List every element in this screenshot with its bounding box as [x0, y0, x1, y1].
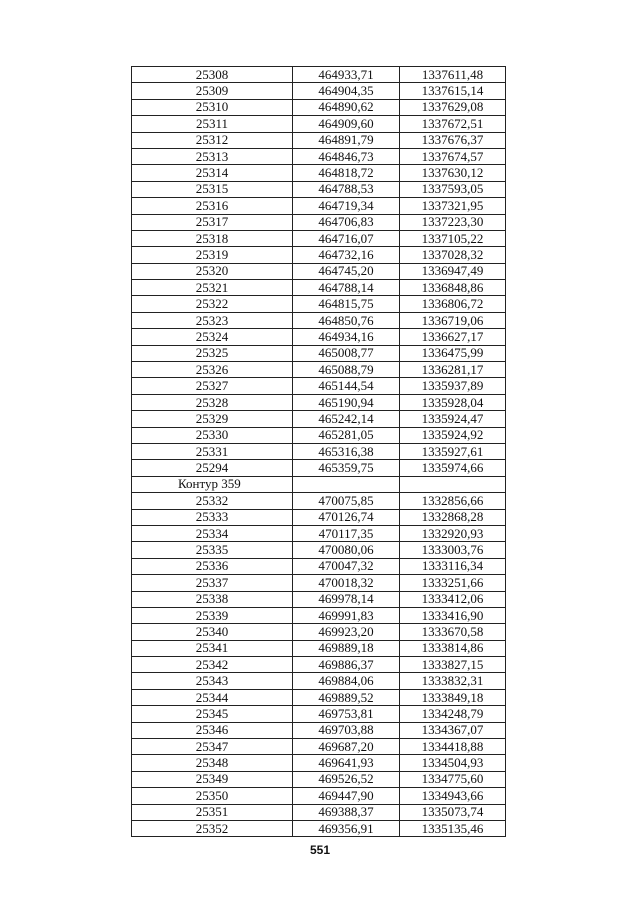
- point-number-cell: 25336: [132, 558, 293, 574]
- point-number-cell: 25331: [132, 443, 293, 459]
- y-coordinate-cell: 1332868,28: [400, 509, 506, 525]
- y-coordinate-cell: 1337105,22: [400, 230, 506, 246]
- x-coordinate-cell: 465281,05: [293, 427, 400, 443]
- point-number-cell: 25313: [132, 148, 293, 164]
- point-number-cell: 25320: [132, 263, 293, 279]
- x-coordinate-cell: 465316,38: [293, 443, 400, 459]
- table-row: [132, 493, 506, 509]
- point-number-cell: 25337: [132, 575, 293, 591]
- y-coordinate-cell: 1337028,32: [400, 247, 506, 263]
- point-number-cell: 25345: [132, 706, 293, 722]
- table-row: [132, 378, 506, 394]
- table-row: [132, 181, 506, 197]
- x-coordinate-cell: 464904,35: [293, 83, 400, 99]
- point-number-cell: 25327: [132, 378, 293, 394]
- point-number-cell: 25322: [132, 296, 293, 312]
- y-coordinate-cell: 1336848,86: [400, 280, 506, 296]
- table-row: [132, 99, 506, 115]
- x-coordinate-cell: 464788,14: [293, 280, 400, 296]
- point-number-cell: 25319: [132, 247, 293, 263]
- y-coordinate-cell: 1335937,89: [400, 378, 506, 394]
- point-number-cell: 25321: [132, 280, 293, 296]
- y-coordinate-cell: 1337674,57: [400, 148, 506, 164]
- y-coordinate-cell: 1337611,48: [400, 67, 506, 83]
- y-coordinate-cell: 1337629,08: [400, 99, 506, 115]
- table-row: [132, 640, 506, 656]
- x-coordinate-cell: 470047,32: [293, 558, 400, 574]
- x-coordinate-cell: 465144,54: [293, 378, 400, 394]
- y-coordinate-cell: 1333412,06: [400, 591, 506, 607]
- table-row: [132, 591, 506, 607]
- x-coordinate-cell: 464745,20: [293, 263, 400, 279]
- x-coordinate-cell: 469978,14: [293, 591, 400, 607]
- table-row: [132, 657, 506, 673]
- point-number-cell: 25333: [132, 509, 293, 525]
- y-coordinate-cell: 1336947,49: [400, 263, 506, 279]
- point-number-cell: 25317: [132, 214, 293, 230]
- x-coordinate-cell: 465242,14: [293, 411, 400, 427]
- table-row: [132, 312, 506, 328]
- y-coordinate-cell: 1335924,92: [400, 427, 506, 443]
- table-row: [132, 673, 506, 689]
- point-number-cell: 25341: [132, 640, 293, 656]
- y-coordinate-cell: 1335135,46: [400, 820, 506, 836]
- table-row: [132, 771, 506, 787]
- table-row: [132, 820, 506, 836]
- point-number-cell: 25312: [132, 132, 293, 148]
- table-row: [132, 509, 506, 525]
- y-coordinate-cell: 1334943,66: [400, 788, 506, 804]
- x-coordinate-cell: 469526,52: [293, 771, 400, 787]
- point-number-cell: 25343: [132, 673, 293, 689]
- table-row: [132, 624, 506, 640]
- point-number-cell: 25330: [132, 427, 293, 443]
- point-number-cell: 25332: [132, 493, 293, 509]
- y-coordinate-cell: 1333003,76: [400, 542, 506, 558]
- y-coordinate-cell: 1335073,74: [400, 804, 506, 820]
- x-coordinate-cell: 469889,18: [293, 640, 400, 656]
- table-row: [132, 722, 506, 738]
- table-row: [132, 214, 506, 230]
- point-number-cell: 25326: [132, 362, 293, 378]
- point-number-cell: 25316: [132, 198, 293, 214]
- x-coordinate-cell: 469447,90: [293, 788, 400, 804]
- point-number-cell: 25314: [132, 165, 293, 181]
- x-coordinate-cell: 469884,06: [293, 673, 400, 689]
- x-coordinate-cell: 465008,77: [293, 345, 400, 361]
- x-coordinate-cell: 464732,16: [293, 247, 400, 263]
- table-row: [132, 247, 506, 263]
- point-number-cell: 25315: [132, 181, 293, 197]
- x-coordinate-cell: 469641,93: [293, 755, 400, 771]
- table-row: [132, 525, 506, 541]
- x-coordinate-cell: 470117,35: [293, 525, 400, 541]
- table-row: [132, 542, 506, 558]
- point-number-cell: 25294: [132, 460, 293, 476]
- y-coordinate-cell: 1333116,34: [400, 558, 506, 574]
- point-number-cell: 25348: [132, 755, 293, 771]
- y-coordinate-cell: 1332920,93: [400, 525, 506, 541]
- section-label: Контур 359: [132, 476, 293, 492]
- x-coordinate-cell: 469886,37: [293, 657, 400, 673]
- table-row: [132, 443, 506, 459]
- point-number-cell: 25338: [132, 591, 293, 607]
- y-coordinate-cell: 1335927,61: [400, 443, 506, 459]
- point-number-cell: 25308: [132, 67, 293, 83]
- x-coordinate-cell: 470126,74: [293, 509, 400, 525]
- point-number-cell: 25334: [132, 525, 293, 541]
- y-coordinate-cell: 1334367,07: [400, 722, 506, 738]
- coordinates-table: [131, 66, 506, 837]
- y-coordinate-cell: 1334248,79: [400, 706, 506, 722]
- y-coordinate-cell: 1336806,72: [400, 296, 506, 312]
- point-number-cell: 25329: [132, 411, 293, 427]
- point-number-cell: 25347: [132, 739, 293, 755]
- table-row: [132, 558, 506, 574]
- y-coordinate-cell: 1335974,66: [400, 460, 506, 476]
- x-coordinate-cell: 465190,94: [293, 394, 400, 410]
- x-coordinate-cell: 469923,20: [293, 624, 400, 640]
- x-coordinate-cell: 464933,71: [293, 67, 400, 83]
- table-row: [132, 689, 506, 705]
- x-coordinate-cell: 470080,06: [293, 542, 400, 558]
- x-coordinate-cell: 465359,75: [293, 460, 400, 476]
- y-coordinate-cell: 1335924,47: [400, 411, 506, 427]
- table-row: [132, 132, 506, 148]
- x-coordinate-cell: 469703,88: [293, 722, 400, 738]
- table-row: [132, 755, 506, 771]
- point-number-cell: 25340: [132, 624, 293, 640]
- table-row: [132, 345, 506, 361]
- y-coordinate-cell: 1335928,04: [400, 394, 506, 410]
- table-row: [132, 607, 506, 623]
- table-row: [132, 230, 506, 246]
- y-coordinate-cell: 1333670,58: [400, 624, 506, 640]
- x-coordinate-cell: 470075,85: [293, 493, 400, 509]
- point-number-cell: 25325: [132, 345, 293, 361]
- x-coordinate-cell: 464891,79: [293, 132, 400, 148]
- table-row: [132, 148, 506, 164]
- point-number-cell: 25310: [132, 99, 293, 115]
- table-row: [132, 394, 506, 410]
- empty-cell: [293, 476, 400, 492]
- table-row: [132, 362, 506, 378]
- table-row: [132, 788, 506, 804]
- table-row: [132, 804, 506, 820]
- point-number-cell: 25352: [132, 820, 293, 836]
- point-number-cell: 25309: [132, 83, 293, 99]
- table-row: [132, 739, 506, 755]
- point-number-cell: 25350: [132, 788, 293, 804]
- x-coordinate-cell: 464706,83: [293, 214, 400, 230]
- table-row: [132, 706, 506, 722]
- x-coordinate-cell: 469388,37: [293, 804, 400, 820]
- y-coordinate-cell: 1333849,18: [400, 689, 506, 705]
- point-number-cell: 25311: [132, 116, 293, 132]
- point-number-cell: 25339: [132, 607, 293, 623]
- point-number-cell: 25318: [132, 230, 293, 246]
- y-coordinate-cell: 1337223,30: [400, 214, 506, 230]
- y-coordinate-cell: 1334775,60: [400, 771, 506, 787]
- table-row: [132, 67, 506, 83]
- x-coordinate-cell: 464788,53: [293, 181, 400, 197]
- point-number-cell: 25328: [132, 394, 293, 410]
- table-row: [132, 575, 506, 591]
- section-header-row: [132, 476, 506, 492]
- y-coordinate-cell: 1337672,51: [400, 116, 506, 132]
- table-row: [132, 460, 506, 476]
- y-coordinate-cell: 1333251,66: [400, 575, 506, 591]
- x-coordinate-cell: 464850,76: [293, 312, 400, 328]
- y-coordinate-cell: 1337321,95: [400, 198, 506, 214]
- x-coordinate-cell: 465088,79: [293, 362, 400, 378]
- x-coordinate-cell: 464846,73: [293, 148, 400, 164]
- point-number-cell: 25335: [132, 542, 293, 558]
- empty-cell: [400, 476, 506, 492]
- y-coordinate-cell: 1333827,15: [400, 657, 506, 673]
- y-coordinate-cell: 1336627,17: [400, 329, 506, 345]
- point-number-cell: 25344: [132, 689, 293, 705]
- table-row: [132, 165, 506, 181]
- x-coordinate-cell: 464719,34: [293, 198, 400, 214]
- y-coordinate-cell: 1337630,12: [400, 165, 506, 181]
- x-coordinate-cell: 469991,83: [293, 607, 400, 623]
- y-coordinate-cell: 1333832,31: [400, 673, 506, 689]
- x-coordinate-cell: 469889,52: [293, 689, 400, 705]
- x-coordinate-cell: 464716,07: [293, 230, 400, 246]
- x-coordinate-cell: 469356,91: [293, 820, 400, 836]
- point-number-cell: 25349: [132, 771, 293, 787]
- y-coordinate-cell: 1332856,66: [400, 493, 506, 509]
- y-coordinate-cell: 1336719,06: [400, 312, 506, 328]
- table-row: [132, 116, 506, 132]
- y-coordinate-cell: 1333416,90: [400, 607, 506, 623]
- point-number-cell: 25346: [132, 722, 293, 738]
- coordinates-table-body: [132, 67, 506, 837]
- table-row: [132, 329, 506, 345]
- x-coordinate-cell: 464818,72: [293, 165, 400, 181]
- table-row: [132, 83, 506, 99]
- point-number-cell: 25323: [132, 312, 293, 328]
- table-row: [132, 296, 506, 312]
- y-coordinate-cell: 1337615,14: [400, 83, 506, 99]
- table-row: [132, 198, 506, 214]
- x-coordinate-cell: 469753,81: [293, 706, 400, 722]
- y-coordinate-cell: 1337593,05: [400, 181, 506, 197]
- table-row: [132, 280, 506, 296]
- x-coordinate-cell: 464934,16: [293, 329, 400, 345]
- x-coordinate-cell: 464890,62: [293, 99, 400, 115]
- y-coordinate-cell: 1337676,37: [400, 132, 506, 148]
- y-coordinate-cell: 1333814,86: [400, 640, 506, 656]
- y-coordinate-cell: 1334418,88: [400, 739, 506, 755]
- table-row: [132, 263, 506, 279]
- x-coordinate-cell: 470018,32: [293, 575, 400, 591]
- table-row: [132, 411, 506, 427]
- y-coordinate-cell: 1336475,99: [400, 345, 506, 361]
- point-number-cell: 25324: [132, 329, 293, 345]
- y-coordinate-cell: 1334504,93: [400, 755, 506, 771]
- x-coordinate-cell: 464815,75: [293, 296, 400, 312]
- x-coordinate-cell: 469687,20: [293, 739, 400, 755]
- y-coordinate-cell: 1336281,17: [400, 362, 506, 378]
- table-row: [132, 427, 506, 443]
- point-number-cell: 25351: [132, 804, 293, 820]
- point-number-cell: 25342: [132, 657, 293, 673]
- page-number: 551: [309, 843, 331, 857]
- x-coordinate-cell: 464909,60: [293, 116, 400, 132]
